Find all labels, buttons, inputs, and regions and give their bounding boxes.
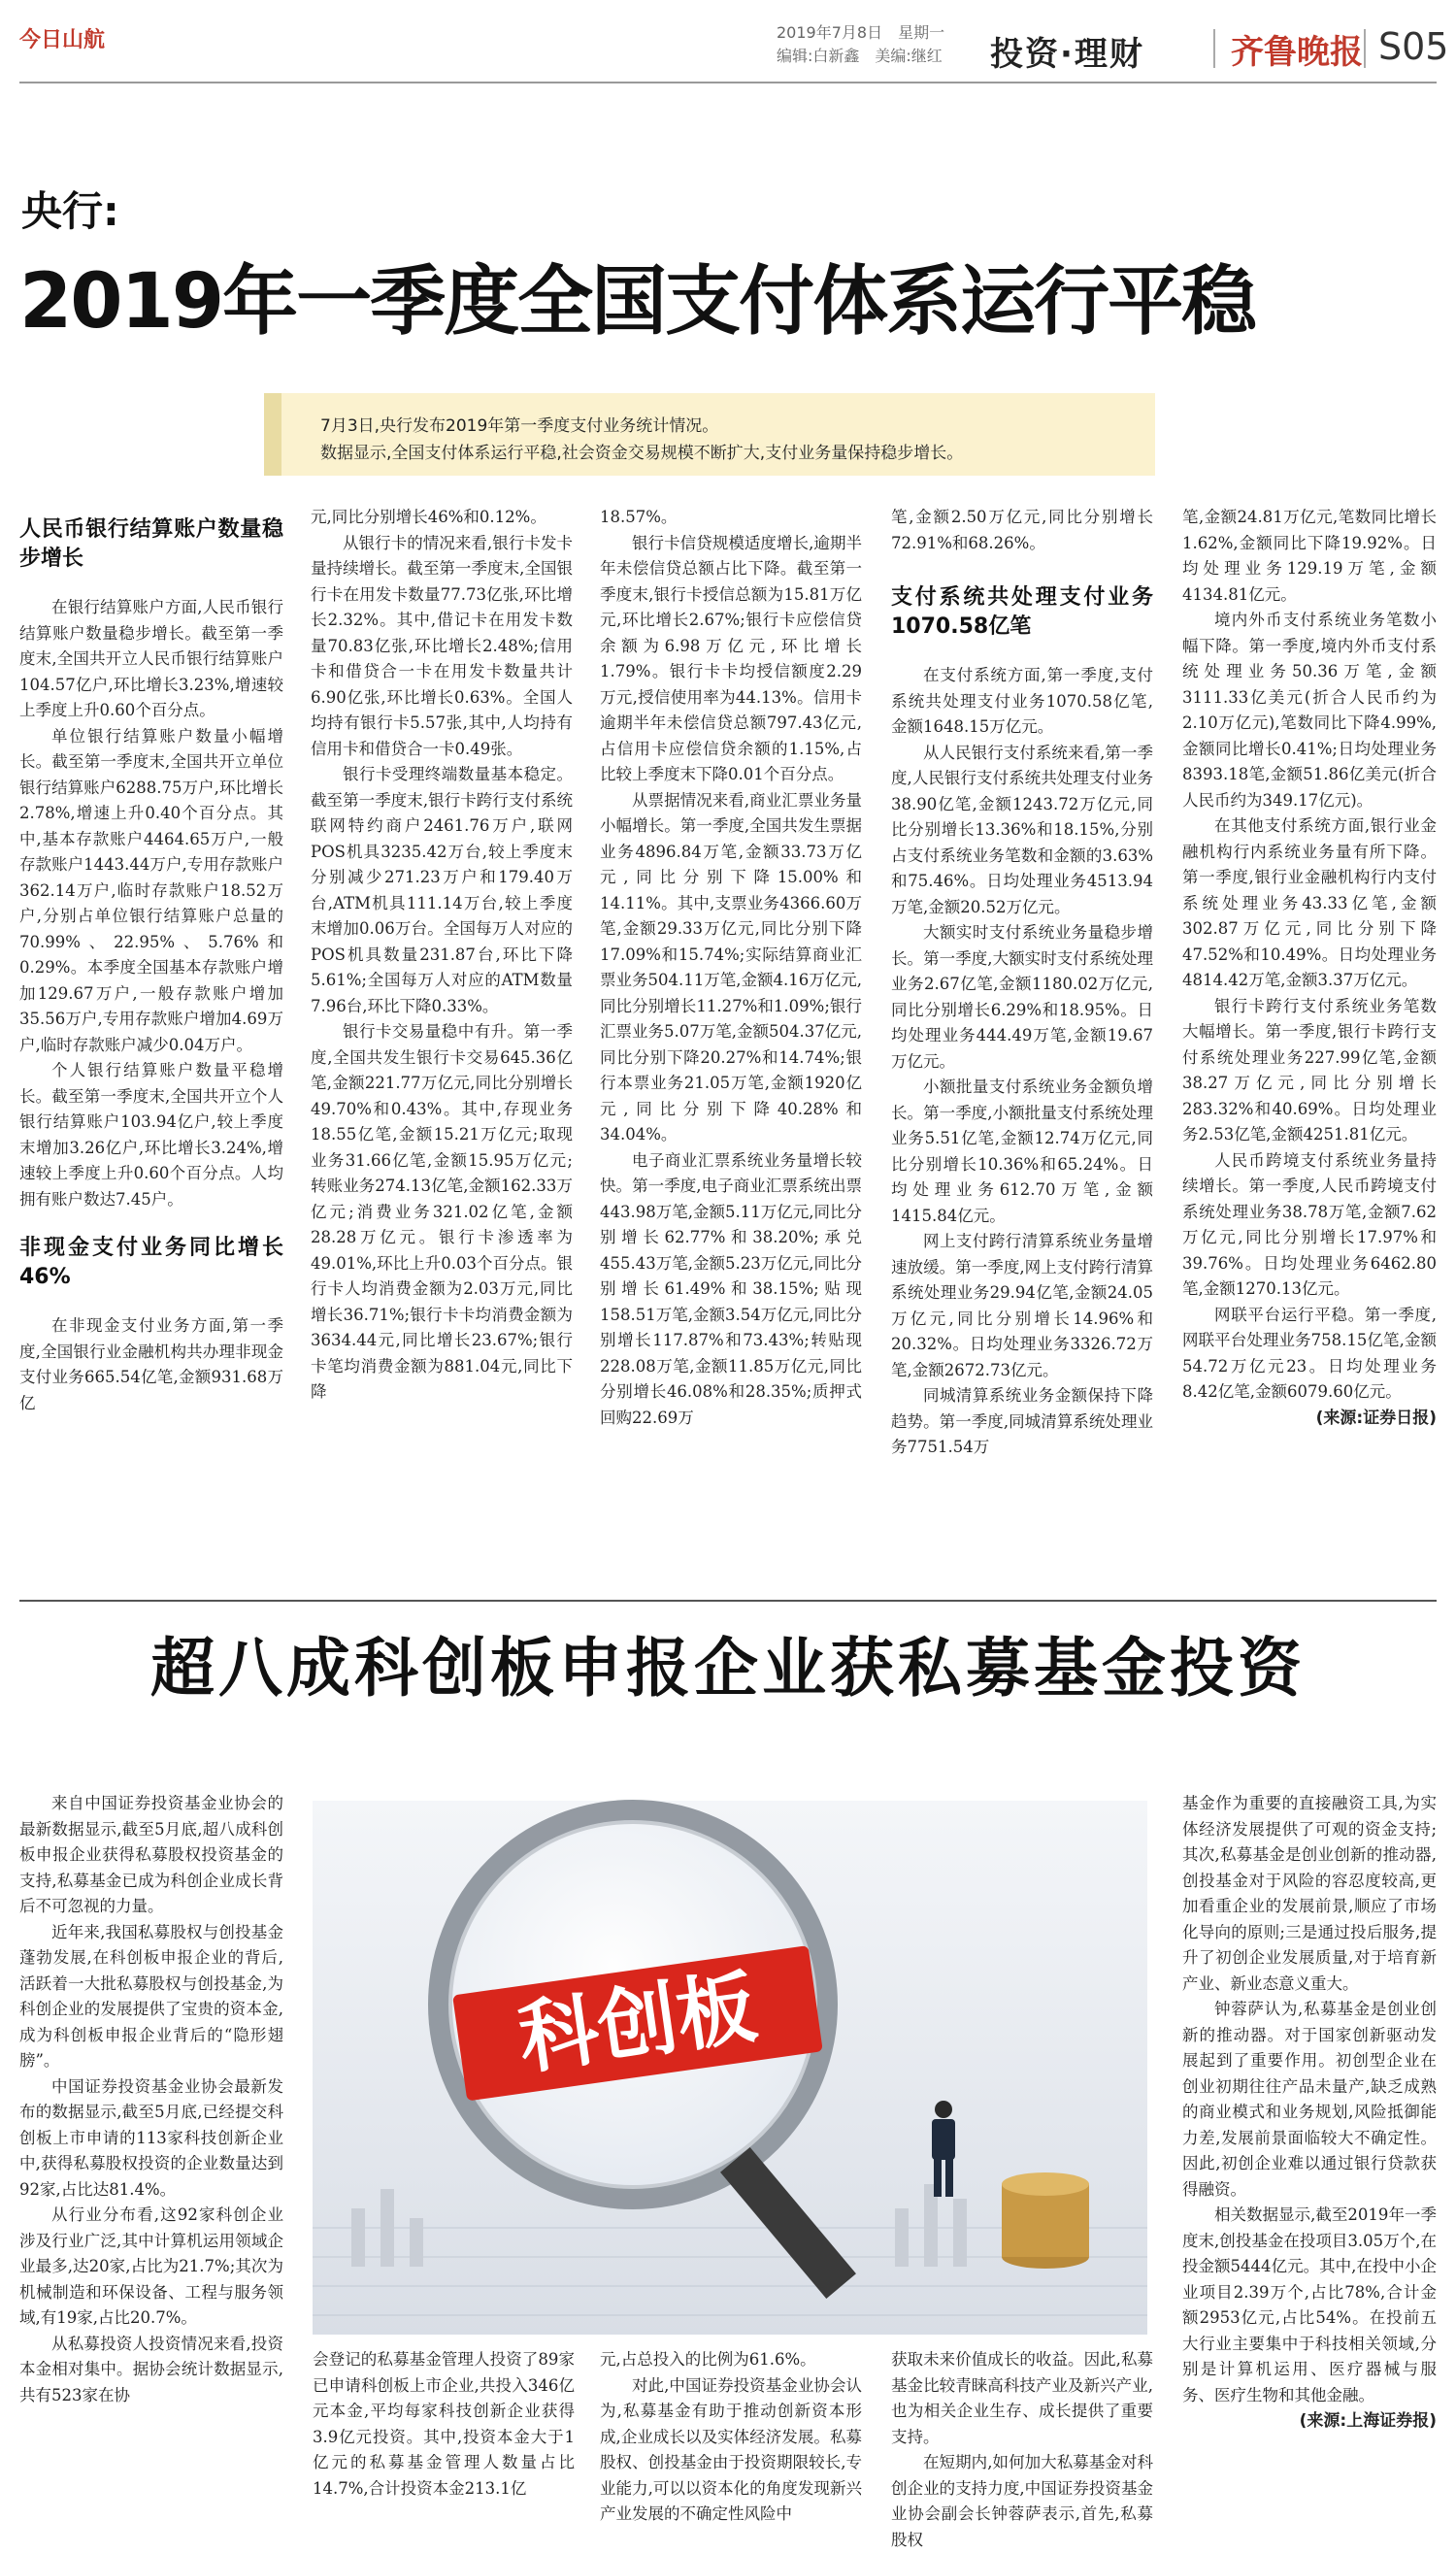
article2-column-4 [891,2347,1153,2549]
paragraph: 单位银行结算账户数量小幅增长。截至第一季度末,全国共开立单位银行结算账户6288.75万户,环比增长2.78%,增速上升0.40个百分点。其中,基本存款账户4464.65万户,一般存款账户1443.44万户,专用存款账户362.14万户,临时存款账户18.52万户,分别占单位银行结算账户总量的70.99%、22.95%、5.76%和0.29%。本季度全国基本存款账户增加129.67万户,一般存款账户增加35.56万户,专用存款账户增加4.69万户,临时存款账户减少0.04万户。 [19,726,283,1054]
paragraph: 在支付系统方面,第一季度,支付系统共处理支付业务1070.58亿笔,金额1648.15万亿元。 [891,666,1153,736]
paragraph: 个人银行结算账户数量平稳增长。截至第一季度末,全国共开立个人银行结算账户103.94亿户,较上季度末增加3.26亿户,环比增长3.24%,增速较上季度上升0.60个百分点。人均拥有账户数达7.45户。 [19,1061,283,1209]
paragraph: 银行卡跨行支付系统业务笔数大幅增长。第一季度,银行卡跨行支付系统处理业务227.99亿笔,金额38.27万亿元,同比分别增长283.32%和40.69%。日均处理业务2.53亿笔,金额4251.81亿元。 [1182,996,1437,1144]
paragraph: 在短期内,如何加大私募基金对科创企业的支持力度,中国证券投资基金业协会副会长钟蓉萨表示,首先,私募股权 [891,2453,1153,2549]
article2-headline: 超八成科创板申报企业获私募基金投资 [150,1631,1306,1706]
issue-date: 2019年7月8日 星期一 [777,23,945,42]
article1-summary [281,393,1155,476]
date-editors [777,21,944,68]
article2-column-2 [313,2347,575,2498]
paragraph: 从票据情况来看,商业汇票业务量小幅增长。第一季度,全国共发生票据业务4896.84万笔,金额33.73万亿元,同比分别下降15.00%和14.11%。其中,支票业务4366.60万笔,金额29.33万亿元,同比分别下降17.09%和15.74%;实际结算商业汇票业务504.11万笔,金额4.16万亿元,同比分别增长11.27%和1.09%;银行汇票业务5.07万笔,金额504.37亿元,同比分别下降20.27%和14.74%;银行本票业务21.05万笔,金额1920亿元,同比分别下降40.28%和34.04%。 [600,790,862,1144]
summary-line: 数据显示,全国支付体系运行平稳,社会资金交易规模不断扩大,支付业务量保持稳步增长。 [320,444,964,463]
paragraph: 网联平台运行平稳。第一季度,网联平台处理业务758.15亿笔,金额54.72万亿元23。日均处理业务8.42亿笔,金额6079.60亿元。 [1182,1305,1437,1401]
source-credit: (来源:上海证券报) [1299,2411,1437,2431]
paragraph: 来自中国证券投资基金业协会的最新数据显示,截至5月底,超八成科创板申报企业获得私募股权投资基金的支持,私募基金已成为科创企业成长背后不可忽视的力量。 [19,1794,283,1915]
paragraph: 相关数据显示,截至2019年一季度末,创投基金在投项目3.05万个,在投金额5444亿元。其中,在投中小企业项目2.39万个,占比78%,合计金额2953亿元,占比54%。在投前五大行业主要集中于科技相关领域,分别是计算机运用、医疗器械与服务、医疗生物和其他金融。 [1182,2205,1437,2404]
page-header [19,0,1449,78]
paragraph: 近年来,我国私募股权与创投基金蓬勃发展,在科创板申报企业的背后,活跃着一大批私募股权与创投基金,为科创企业的发展提供了宝贵的资本金,成为科创板申报企业背后的“隐形翅膀”。 [19,1922,283,2070]
summary-line: 7月3日,央行发布2019年第一季度支付业务统计情况。 [320,416,719,436]
header-separator [1364,29,1366,68]
subheading: 人民币银行结算账户数量稳步增长 [19,517,283,571]
article2-column-5 [1182,1791,1437,2485]
paragraph: 银行卡受理终端数量基本稳定。截至第一季度末,银行卡跨行支付系统联网特约商户2461.76万户,联网POS机具3235.42万台,较上季度末分别减少271.23万户和179.40万台,ATM机具111.14万台,较上季度末增加0.06万台。全国每万人对应的POS机具数量231.87台,环比下降5.61%;全国每万人对应的ATM数量7.96台,环比下降0.33%。 [311,765,573,1015]
paragraph: 从行业分布看,这92家科创企业涉及行业广泛,其中计算机运用领域企业最多,达20家,占比为21.7%;其次为机械制造和环保设备、工程与服务领域,有19家,占比20.7%。 [19,2205,283,2327]
paragraph: 在银行结算账户方面,人民币银行结算账户数量稳步增长。截至第一季度末,全国共开立人民币银行结算账户104.57亿户,环比增长3.23%,增速较上季度上升0.60个百分点。 [19,598,283,719]
article1-column-5 [1182,505,1437,1587]
edition-label: 今日山航 [19,28,106,52]
paragraph: 银行卡交易量稳中有升。第一季度,全国共发生银行卡交易645.36亿笔,金额221.77万亿元,同比分别增长49.70%和0.43%。其中,存现业务18.55亿笔,金额15.21万亿元;取现业务31.66亿笔,金额15.95万亿元;转账业务274.13亿笔,金额162.33万亿元;消费业务321.02亿笔,金额28.28万亿元。银行卡渗透率为49.01%,环比上升0.03个百分点。银行卡人均消费金额为2.03万元,同比增长36.71%;银行卡卡均消费金额为3634.44元,同比增长23.67%;银行卡笔均消费金额为881.04元,同比下降 [311,1022,573,1401]
paragraph: 元,占总投入的比例为61.6%。 [600,2350,816,2369]
paragraph: 获取未来价值成长的收益。因此,私募基金比较青睐高科技产业及新兴产业,也为相关企业生存、成长提供了重要支持。 [891,2350,1153,2446]
paragraph: 同城清算系统业务金额保持下降趋势。第一季度,同城清算系统处理业务7751.54万 [891,1386,1153,1456]
header-separator [1213,29,1215,68]
paragraph: 元,同比分别增长46%和0.12%。 [311,508,546,526]
kechuangban-photo [313,1801,1147,2335]
paragraph: 银行卡信贷规模适度增长,逾期半年未偿信贷总额占比下降。截至第一季度末,银行卡授信总额为15.81万亿元,环比增长2.67%;银行卡应偿信贷余额为6.98万亿元,环比增长1.79%。银行卡卡均授信额度2.29万元,授信使用率为44.13%。信用卡逾期半年未偿信贷总额797.43亿元,占信用卡应偿信贷余额的1.15%,占比较上季度末下降0.01个百分点。 [600,533,862,783]
paragraph: 人民币跨境支付系统业务量持续增长。第一季度,人民币跨境支付系统处理业务38.78万笔,金额7.62万亿元,同比分别增长17.97%和39.76%。日均处理业务6462.80笔,金额1270.13亿元。 [1182,1150,1437,1298]
paragraph: 从银行卡的情况来看,银行卡发卡量持续增长。截至第一季度末,全国银行卡在用发卡数量77.73亿张,环比增长2.32%。其中,借记卡在用发卡数量70.83亿张,环比增长2.48%;信用卡和借贷合一卡在用发卡数量共计6.90亿张,环比增长0.63%。全国人均持有银行卡5.57张,其中,人均持有信用卡和借贷合一卡0.49张。 [311,533,573,758]
paragraph: 对此,中国证券投资基金业协会认为,私募基金有助于推动创新资本形成,企业成长以及实体经济发展。私募股权、创投基金由于投资期限较长,专业能力,可以以资本化的角度发现新兴产业发展的不确定性风险中 [600,2375,862,2523]
article2-column-3 [600,2347,862,2523]
banner-text: 科创板 [513,1961,763,2086]
paragraph: 电子商业汇票系统业务量增长较快。第一季度,电子商业汇票系统出票443.98万笔,金额5.11万亿元,同比分别增长62.77%和38.20%;承兑455.43万笔,金额5.23万亿元,同比分别增长61.49%和38.15%;贴现158.51万笔,金额3.54万亿元,同比分别增长117.87%和73.43%;转贴现228.08万笔,金额11.85万亿元,同比分别增长46.08%和28.35%;质押式回购22.69万 [600,1150,862,1427]
article1-column-3 [600,505,862,1587]
newspaper-logo: 齐鲁晚报 [1231,33,1363,72]
editors-line: 编辑:白新鑫 美编:继红 [777,47,943,65]
paragraph: 笔,金额2.50万亿元,同比分别增长72.91%和68.26%。 [891,508,1153,552]
paragraph: 基金作为重要的直接融资工具,为实体经济发展提供了可观的资金支持;其次,私募基金是创业创新的推动器,创投基金对于风险的容忍度较高,更加看重企业的发展前景,顺应了市场化导向的原则;三是通过投后服务,提升了初创企业发展质量,对于培育新产业、新业态意义重大。 [1182,1794,1437,1993]
article1-headline: 2019年一季度全国支付体系运行平稳 [19,258,1256,346]
paragraph: 18.57%。 [600,508,678,526]
paragraph: 大额实时支付系统业务量稳步增长。第一季度,大额实时支付系统处理业务2.67亿笔,金额1180.02万亿元,同比分别增长6.29%和18.95%。日均处理业务444.49万笔,金额19.67万亿元。 [891,923,1153,1071]
paragraph: 境内外币支付系统业务笔数小幅下降。第一季度,境内外币支付系统处理业务50.36万笔,金额3111.33亿美元(折合人民币约为2.10万亿元),笔数同比下降4.99%,金额同比增长0.41%;日均处理业务8393.18笔,金额51.86亿美元(折合人民币约为349.17亿元)。 [1182,611,1437,810]
paragraph: 笔,金额24.81万亿元,笔数同比增长1.62%,金额同比下降19.92%。日均处理业务129.19万笔,金额4134.81亿元。 [1182,508,1437,604]
paragraph: 网上支付跨行清算系统业务量增速放缓。第一季度,网上支付跨行清算系统处理业务29.94亿笔,金额24.05万亿元,同比分别增长14.96%和20.32%。日均处理业务3326.72万笔,金额2672.73亿元。 [891,1232,1153,1379]
paragraph: 小额批量支付系统业务金额负增长。第一季度,小额批量支付系统处理业务5.51亿笔,金额12.74万亿元,同比分别增长10.36%和65.24%。日均处理业务612.70万笔,金额1415.84亿元。 [891,1078,1153,1225]
article-divider [19,1600,1437,1602]
article2-column-1 [19,1791,283,2485]
paragraph: 从人民银行支付系统来看,第一季度,人民银行支付系统共处理支付业务38.90亿笔,金额1243.72万亿元,同比分别增长13.36%和18.15%,分别占支付系统业务笔数和金额的3.63%和75.46%。日均处理业务4513.94万笔,金额20.52万亿元。 [891,743,1153,916]
magnifier-illustration [313,1801,1147,2335]
subheading: 支付系统共处理支付业务1070.58亿笔 [891,585,1153,639]
paragraph: 中国证券投资基金业协会最新发布的数据显示,截至5月底,已经提交科创板上市申请的113家科技创新企业中,获得私募股权投资的企业数量达到92家,占比达81.4%。 [19,2076,283,2199]
paragraph: 从私募投资人投资情况来看,投资本金相对集中。据协会统计数据显示,共有523家在协 [19,2334,283,2404]
page-number: S05 [1378,25,1449,68]
paragraph: 会登记的私募基金管理人投资了89家已申请科创板上市企业,共投入346亿元本金,平均每家科技创新企业获得3.9亿元投资。其中,投资本金大于1亿元的私募基金管理人数量占比14.7%,合计投资本金213.1亿 [313,2350,575,2498]
coin-stack-icon [1002,2172,1089,2269]
subheading: 非现金支付业务同比增长46% [19,1236,283,1289]
paragraph: 在其他支付系统方面,银行业金融机构行内系统业务量有所下降。第一季度,银行业金融机构行内支付系统处理业务43.33亿笔,金额302.87万亿元,同比分别下降47.52%和10.49%。日均处理业务4814.42万笔,金额3.37万亿元。 [1182,816,1437,989]
section-name: 投资·理财 [990,35,1144,74]
article1-column-2 [311,505,573,1587]
article1-column-4 [891,505,1153,1587]
paragraph: 钟蓉萨认为,私募基金是创业创新的推动器。对于国家创新驱动发展起到了重要作用。初创型企业在创业初期往往产品未量产,缺乏成熟的商业模式和业务规划,风险抵御能力差,发展前景面临较大不确定性。因此,初创企业难以通过银行贷款获得融资。 [1182,2000,1437,2199]
paragraph: 在非现金支付业务方面,第一季度,全国银行业金融机构共办理非现金支付业务665.54亿笔,金额931.68万亿 [19,1316,283,1412]
source-credit: (来源:证券日报) [1315,1408,1437,1428]
summary-accent [264,393,281,476]
article1-kicker: 央行: [21,187,119,235]
article1-column-1 [19,510,283,1587]
header-rule [19,82,1437,83]
